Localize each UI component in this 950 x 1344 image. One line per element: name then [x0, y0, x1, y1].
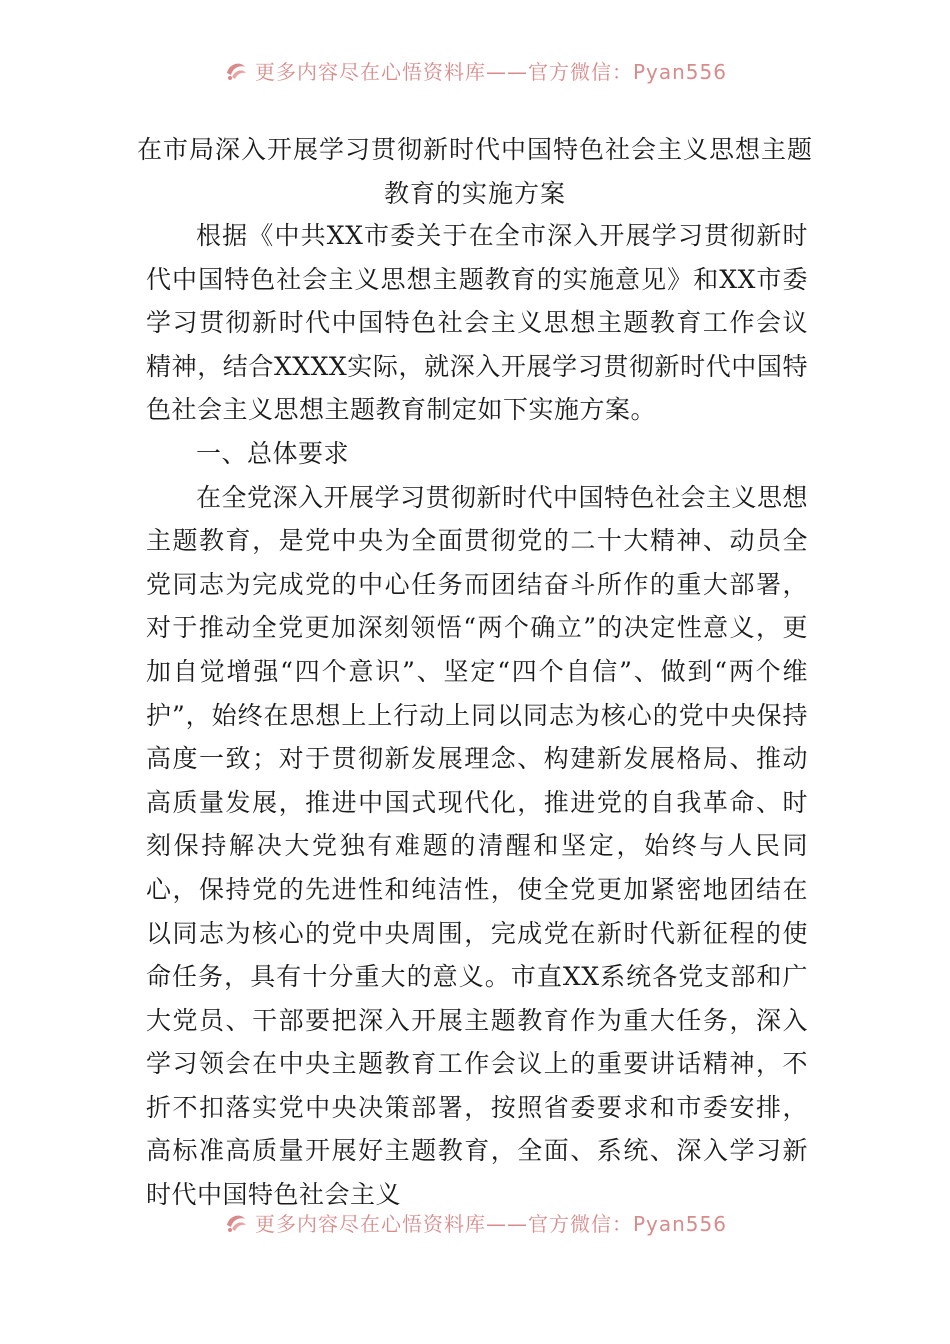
watermark-logo-icon — [223, 57, 249, 83]
document-body — [146, 214, 808, 1217]
watermark-header — [0, 52, 950, 88]
watermark-text: 更多内容尽在心悟资料库——官方微信：Pyan556 — [254, 1211, 727, 1236]
watermark-logo-icon — [223, 1209, 249, 1235]
section-heading-general-requirements: 一、总体要求 — [196, 438, 350, 468]
paragraph-general-requirements: 在全党深入开展学习贯彻新时代中国特色社会主义思想主题教育，是党中央为全面贯彻党的二十大精神、动员全党同志为完成党的中心任务而团结奋斗所作的重大部署，对于推动全党更加深刻领悟“两个确立”的决定性意义，更加自觉增强“四个意识”、坚定“四个自信”、做到“两个维护”，始终在思想上上行动上同以同志为核心的党中央保持高度一致；对于贯彻新发展理念、构建新发展格局、推动高质量发展，推进中国式现代化，推进党的自我革命、时刻保持解决大党独有难题的清醒和坚定，始终与人民同心，保持党的先进性和纯洁性，使全党更加紧密地团结在以同志为核心的党中央周围，完成党在新时代新征程的使命任务，具有十分重大的意义。市直XX系统各党支部和广大党员、干部要把深入开展主题教育作为重大任务，深入学习领会在中央主题教育工作会议上的重要讲话精神，不折不扣落实党中央决策部署，按照省委要求和市委安排，高标准高质量开展好主题教育，全面、系统、深入学习新时代中国特色社会主义 — [146, 482, 809, 1210]
watermark-footer — [0, 1204, 950, 1240]
watermark-text: 更多内容尽在心悟资料库——官方微信：Pyan556 — [254, 59, 727, 84]
paragraph-intro: 根据《中共XX市委关于在全市深入开展学习贯彻新时代中国特色社会主义思想主题教育的实施意见》和XX市委学习贯彻新时代中国特色社会主义思想主题教育工作会议精神，结合XXXX实际，就深入开展学习贯彻新时代中国特色社会主义思想主题教育制定如下实施方案。 — [146, 221, 808, 425]
document-title: 在市局深入开展学习贯彻新时代中国特色社会主义思想主题教育的实施方案 — [136, 135, 813, 208]
